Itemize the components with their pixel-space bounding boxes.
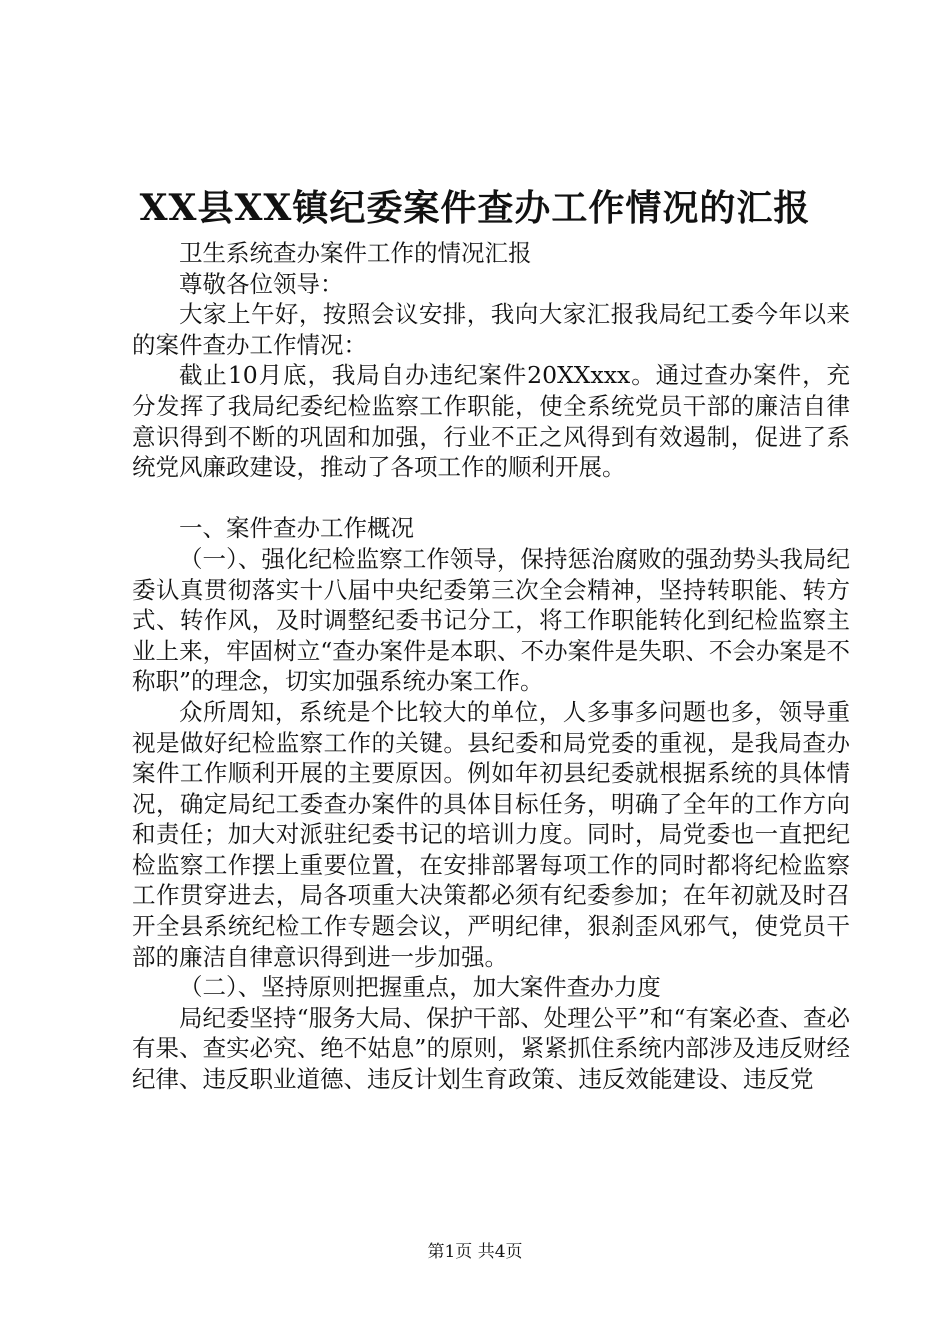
salutation: 尊敬各位领导： <box>179 269 344 298</box>
page-number-footer: 第1页 共4页 <box>427 1242 523 1262</box>
paragraph: （一）、强化纪检监察工作领导，保持惩治腐败的强劲势头我局纪委认真贯彻落实十八届中央纪委第三次全会精神，坚持转职能、转方式、转作风，及时调整纪委书记分工，将工作职能转化到纪检监察主业上来，牢固树立“查办案件是本职、不办案件是失职、不会办案是不称职”的理念，切实加强系统办案工作。 <box>132 544 850 696</box>
paragraph: 众所周知，系统是个比较大的单位，人多事多问题也多，领导重视是做好纪检监察工作的关键。县纪委和局党委的重视，是我局查办案件工作顺利开展的主要原因。例如年初县纪委就根据系统的具体情况，确定局纪工委查办案件的具体目标任务，明确了全年的工作方向和责任；加大对派驻纪委书记的培训力度。同时，局党委也一直把纪检监察工作摆上重要位置，在安排部署每项工作的同时都将纪检监察工作贯穿进去，局各项重大决策都必须有纪委参加；在年初就及时召开全县系统纪检工作专题会议，严明纪律，狠刹歪风邪气，使党员干部的廉洁自律意识得到进一步加强。 <box>132 697 850 971</box>
paragraph: 截止10月底，我局自办违纪案件20XXxxx。通过查办案件，充分发挥了我局纪委纪检监察工作职能，使全系统党员干部的廉洁自律意识得到不断的巩固和加强，行业不正之风得到有效遏制，促进了系统党风廉政建设，推动了各项工作的顺利开展。 <box>132 361 850 482</box>
paragraph: 大家上午好，按照会议安排，我向大家汇报我局纪工委今年以来的案件查办工作情况： <box>132 300 850 359</box>
subtitle-line: 卫生系统查办案件工作的情况汇报 <box>179 239 532 267</box>
subsection-heading: （二）、坚持原则把握重点，加大案件查办力度 <box>179 973 661 1002</box>
paragraph: 局纪委坚持“服务大局、保护干部、处理公平”和“有案必查、查必有果、查实必究、绝不姑息”的原则，紧紧抓住系统内部涉及违反财经纪律、违反职业道德、违反计划生育政策、违反效能建设、违反党 <box>132 1003 850 1094</box>
document-title: XX县XX镇纪委案件查办工作情况的汇报 <box>139 187 811 229</box>
document-body <box>132 238 850 1095</box>
section-heading: 一、案件查办工作概况 <box>179 514 414 543</box>
